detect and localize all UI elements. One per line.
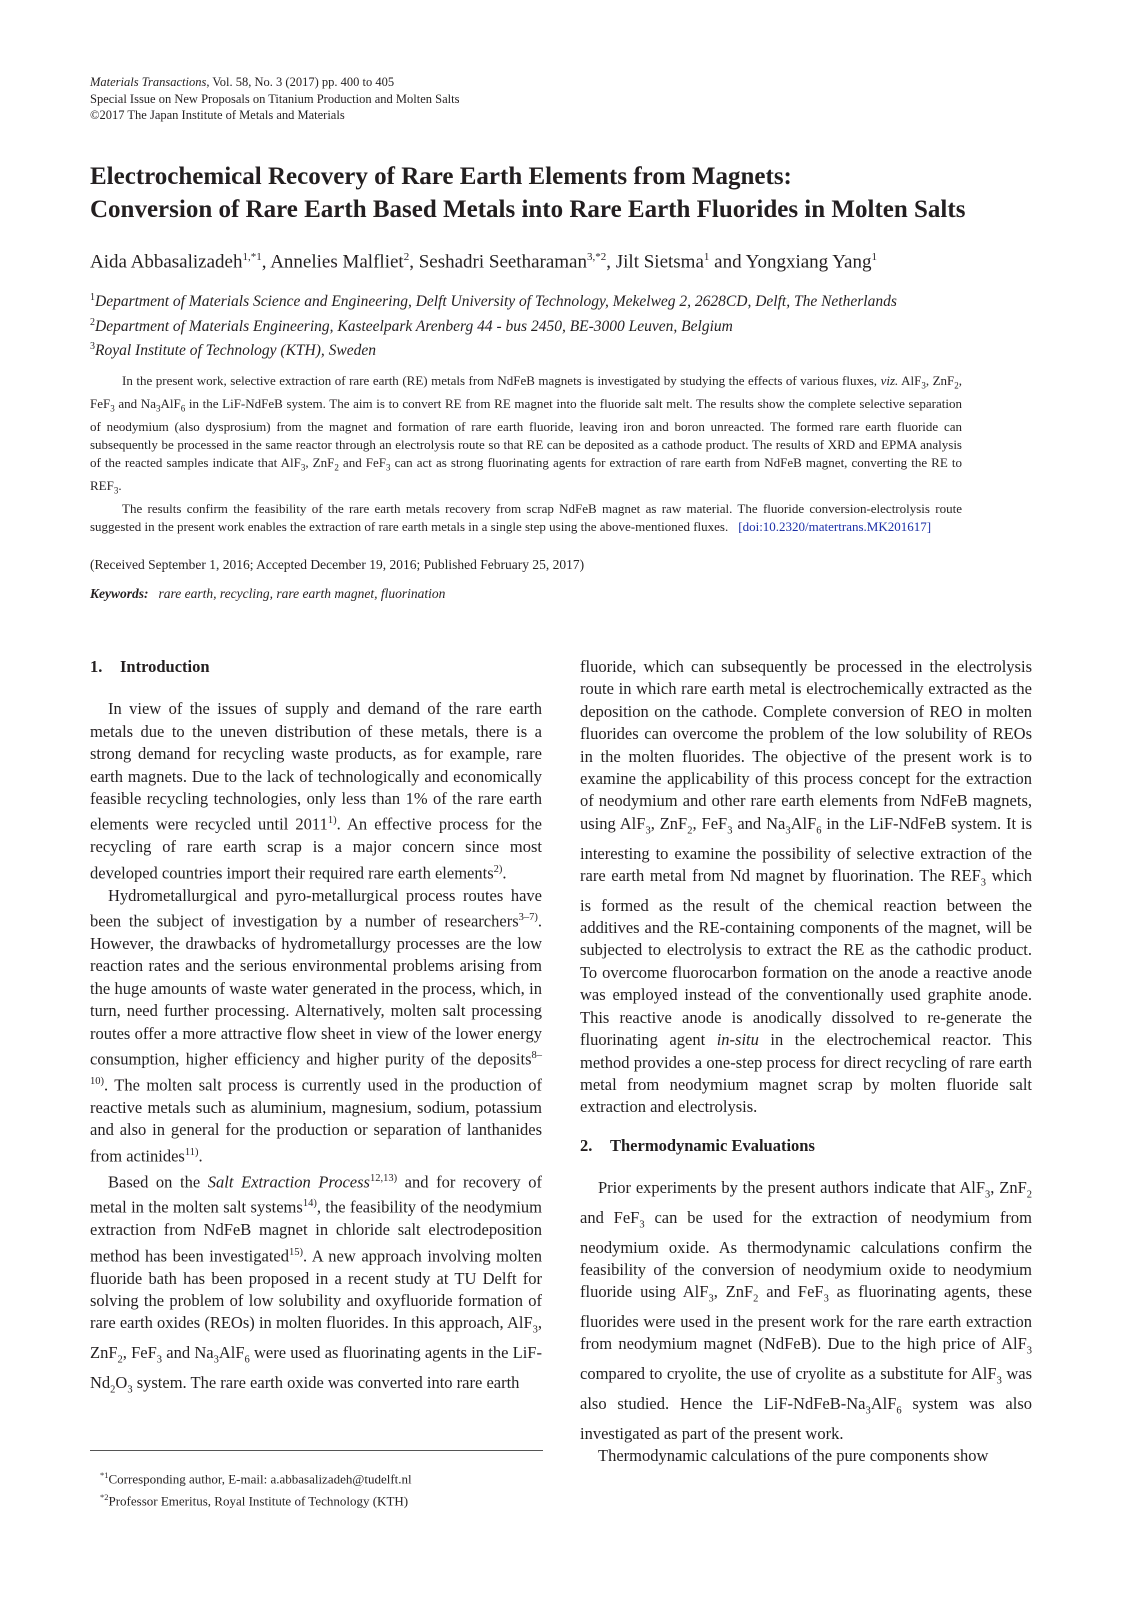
keywords-label: Keywords:	[90, 586, 149, 601]
footnote-rule	[90, 1450, 543, 1451]
body-paragraph: Thermodynamic calculations of the pure components show	[598, 1445, 989, 1465]
journal-name: Materials Transactions	[90, 75, 207, 89]
footnote-mark: *1	[100, 1470, 109, 1480]
affiliation	[90, 288, 1070, 313]
keywords	[90, 586, 445, 602]
journal-citation	[90, 74, 459, 91]
footnote-text: Professor Emeritus, Royal Institute of Technology (KTH)	[108, 1493, 409, 1509]
doi-link[interactable]: [doi:10.2320/matertrans.MK201617]	[738, 518, 932, 534]
author-affil-mark: 1	[703, 251, 710, 263]
section-number: 1.	[90, 657, 103, 676]
paper-title	[90, 160, 1050, 226]
footnote-text: Corresponding author, E-mail: a.abbasalizadeh@tudelft.nl	[108, 1471, 412, 1487]
author-name: Annelies Malfliet	[270, 251, 404, 273]
affiliation-list	[90, 288, 1070, 362]
author-name: Aida Abbasalizadeh	[90, 251, 243, 273]
section-title: Thermodynamic Evaluations	[610, 1135, 815, 1155]
author-separator: ,	[606, 251, 616, 273]
footnote	[100, 1466, 412, 1488]
author-name: Seshadri Seetharaman	[418, 251, 587, 273]
title-line-1: Electrochemical Recovery of Rare Earth Elements from Magnets:	[90, 163, 792, 190]
footnote-mark: *2	[100, 1492, 109, 1503]
abstract-paragraph: In the present work, selective extraction of rare earth (RE) metals from NdFeB magnets is investigated by studying the effects of various fluxes, viz. AlF$_3$, ZnF$_2$, FeF$_3$ and $Na_3AlF_6$ in the LiF-NdFeB system. The aim is to convert RE from RE magnet into the fluoride salt melt. The results show the complete selective separation of neodymium (also dysprosium) from the magnet and formation of rare earth fluoride, leaving iron and boron unreacted. The formed rare earth fluoride can subsequently be processed in the same reactor through an electrolysis route so that RE can be deposited as a cathode product. The results of XRD and EPMA analysis of the reacted samples indicate that AlF$_3$, ZnF$_2$ and FeF$_3$ can act as strong fluorinating agents for extraction of rare earth from NdFeB magnet, converting the RE to $REF_3$.	[90, 373, 962, 496]
affiliation-number: 2	[90, 316, 95, 328]
body-paragraph: Prior experiments by the present authors indicate that AlF$_3$, ZnF$_2$ and FeF$_3$ can be used for the extraction of neodymium from neodymium oxide. As thermodynamic calculations confirm the feasibility of the conversion of neodymium oxide to neodymium fluoride using AlF$_3$, ZnF$_2$ and FeF$_3$ as fluorinating agents, these fluorides were used in the present work for the rare earth extraction from neodymium magnet (NdFeB). Due to the high price of AlF$_3$ compared to cryolite, the use of cryolite as a substitute for AlF$_3$ was also studied. Hence the LiF-$NdFeB-Na_3AlF_6$ system was also investigated as part of the present work.	[580, 1178, 1032, 1443]
affiliation-text: Department of Materials Engineering, Kasteelpark Arenberg 44 - bus 2450, BE-3000 Leuven, Belgium	[95, 317, 733, 335]
journal-volume-info: , Vol. 58, No. 3 (2017) pp. 400 to 405	[206, 75, 395, 89]
affiliation	[90, 337, 1070, 362]
section-title: Introduction	[120, 657, 210, 676]
author-separator: ,	[261, 251, 271, 273]
body-paragraph: In view of the issues of supply and demand of the rare earth metals due to the uneven distribution of these metals, there is a strong demand for recycling waste products, as for example, rare earth magnets. Due to the lack of technologically and economically feasible recycling technologies, only less than 1% of the rare earth elements were recycled until 2011$^{1)}$. An effective process for the recycling of rare earth scrap is a major concern since most developed countries import their required rare earth elements$^{2)}$.	[90, 699, 542, 883]
copyright: ©2017 The Japan Institute of Metals and Materials	[90, 108, 345, 122]
abstract-text: The results confirm the feasibility of the rare earth metals recovery from scrap NdFeB magnet as raw material. The fluoride conversion-electrolysis route suggested in the present work enables the extraction of rare earth metals in a single step using the above-mentioned fluxes.	[90, 500, 962, 534]
author-affil-mark: 2	[403, 251, 410, 263]
journal-header	[90, 74, 459, 124]
abstract	[90, 372, 962, 535]
author-affil-mark: 3,*2	[587, 251, 607, 263]
author-name: Yongxiang Yang	[745, 251, 872, 273]
abstract-paragraph	[90, 500, 962, 535]
footnote	[100, 1488, 412, 1510]
author-name: Jilt Sietsma	[615, 251, 704, 273]
author-separator: ,	[409, 251, 419, 273]
special-issue: Special Issue on New Proposals on Titanium Production and Molten Salts	[90, 91, 460, 106]
body-paragraph: Hydrometallurgical and pyro-metallurgical process routes have been the subject of investigation by a number of researchers$^{3-7)}$. However, the drawbacks of hydrometallurgy processes are the low reaction rates and the serious environmental problems arising from the huge amounts of waste water generated in the process, which, in turn, need further processing. Alternatively, molten salt processing routes offer a more attractive flow sheet in view of the lower energy consumption, higher efficiency and higher purity of the deposits$^{8-10)}$. The molten salt process is currently used in the production of reactive metals such as aluminium, magnesium, sodium, potassium and also in general for the production or separation of lanthanides from actinides$^{11)}$.	[90, 885, 542, 1166]
author-list	[90, 245, 1070, 274]
left-column	[90, 656, 542, 1402]
received-dates: (Received September 1, 2016; Accepted December 19, 2016; Published February 25, 2017)	[90, 557, 585, 572]
footnotes	[100, 1466, 412, 1511]
body-paragraph: fluoride, which can subsequently be processed in the electrolysis route in which rare earth metal is electrochemically extracted as the deposition on the cathode. Complete conversion of REO in molten fluorides can overcome the problem of the low solubility of REOs in the molten fluorides. The objective of the present work is to examine the applicability of this process concept for the extraction of neodymium and other rare earth elements from NdFeB magnets, using AlF$_3$, ZnF$_2$, FeF$_3$ and $Na_3AlF_6$ in the LiF-NdFeB system. It is interesting to examine the possibility of selective extraction of the rare earth metal from Nd magnet by fluorination. The $REF_3$ which is formed as the result of the chemical reaction between the additives and the RE-containing components of the magnet, will be subjected to electrolysis to extract the RE as the cathodic product. To overcome fluorocarbon formation on the anode a reactive anode was employed instead of the conventionally used graphite anode. This reactive anode is anodically dissolved to re-generate the fluorinating agent in-situ in the electrochemical reactor. This method provides a one-step process for direct recycling of rare earth metal from neodymium magnet scrap by molten fluoride salt extraction and electrolysis.	[580, 657, 1032, 1117]
section-heading	[580, 1135, 1032, 1157]
author-affil-mark: 1,*1	[242, 251, 262, 263]
affiliation	[90, 313, 1070, 338]
keywords-text: rare earth, recycling, rare earth magnet, fluorination	[158, 586, 446, 601]
body-paragraph: Based on the Salt Extraction Process$^{12,13)}$ and for recovery of metal in the molten salt systems$^{14)}$, the feasibility of the neodymium extraction from NdFeB magnet in chloride salt electrodeposition method has been investigated$^{15)}$. A new approach involving molten fluoride bath has been proposed in a recent study at TU Delft for solving the problem of low solubility and oxyfluoride formation of rare earth oxides (REOs) in molten fluorides. In this approach, AlF$_3$, ZnF$_2$, FeF$_3$ and $Na_3AlF_6$ were used as fluorinating agents in the LiF-$Nd_2O_3$ system. The rare earth oxide was converted into rare earth	[90, 1172, 543, 1396]
title-line-2: Conversion of Rare Earth Based Metals into Rare Earth Fluorides in Molten Salts	[90, 196, 966, 223]
affiliation-text: Royal Institute of Technology (KTH), Sweden	[95, 342, 376, 360]
right-column	[580, 656, 1032, 1467]
section-number: 2.	[580, 1135, 593, 1155]
section-heading	[90, 656, 542, 678]
author-affil-mark: 1	[871, 251, 877, 263]
affiliation-number: 1	[90, 292, 95, 303]
affiliation-number: 3	[90, 341, 95, 353]
author-separator: and	[709, 251, 746, 273]
affiliation-text: Department of Materials Science and Engineering, Delft University of Technology, Mekelweg 2, 2628CD, Delft, The Netherlands	[95, 293, 897, 311]
